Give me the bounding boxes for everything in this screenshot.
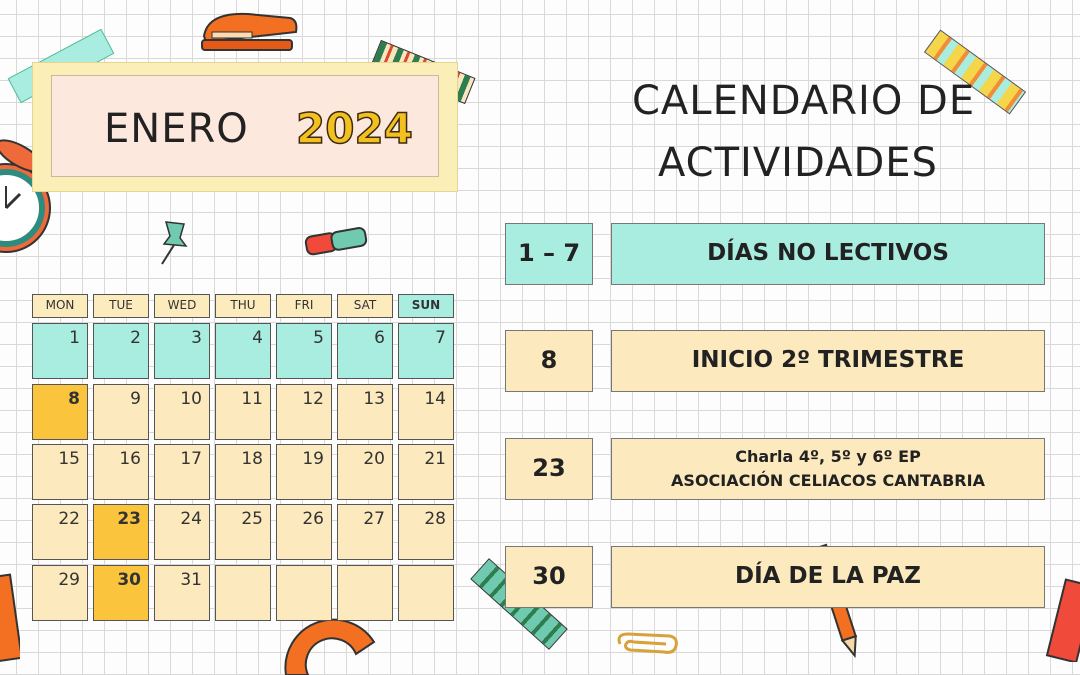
calendar-day: 25 [215, 504, 271, 560]
event-date: 23 [505, 438, 593, 500]
calendar-day: 20 [337, 444, 393, 500]
weekday-header: SUN [398, 294, 454, 318]
event-label-line-2: ASOCIACIÓN CELIACOS CANTABRIA [671, 471, 985, 490]
stapler-icon [198, 6, 302, 54]
calendar-day: 3 [154, 323, 210, 379]
calendar-day: 23 [93, 504, 149, 560]
calendar-day: 31 [154, 565, 210, 621]
notebook-icon [1042, 572, 1080, 662]
event-date: 30 [505, 546, 593, 608]
calendar-day: 22 [32, 504, 88, 560]
weekday-header: FRI [276, 294, 332, 318]
event-label [611, 438, 1045, 500]
calendar-day: 14 [398, 384, 454, 440]
eraser-icon [302, 224, 372, 258]
calendar-day: 9 [93, 384, 149, 440]
paperclip-icon [612, 626, 682, 660]
calendar-day: 26 [276, 504, 332, 560]
weekday-header: TUE [93, 294, 149, 318]
month-label: ENERO [104, 106, 249, 152]
calendar-day: 18 [215, 444, 271, 500]
calendar-day: 7 [398, 323, 454, 379]
calendar-day-empty [276, 565, 332, 621]
event-label-line-1: Charla 4º, 5º y 6º EP [735, 447, 921, 466]
weekday-header: MON [32, 294, 88, 318]
calendar-day: 29 [32, 565, 88, 621]
title-plaque [51, 75, 439, 177]
calendar-day: 19 [276, 444, 332, 500]
event-date: 8 [505, 330, 593, 392]
event-label: DÍA DE LA PAZ [611, 546, 1045, 608]
calendar-day: 4 [215, 323, 271, 379]
calendar-day: 28 [398, 504, 454, 560]
calendar-day: 15 [32, 444, 88, 500]
calendar-day: 12 [276, 384, 332, 440]
calendar-day: 24 [154, 504, 210, 560]
event-label: DÍAS NO LECTIVOS [611, 223, 1045, 285]
weekday-header: WED [154, 294, 210, 318]
calendar-day-empty [337, 565, 393, 621]
calendar-day-empty [398, 565, 454, 621]
calendar-day: 2 [93, 323, 149, 379]
pushpin-icon [156, 218, 192, 268]
title-card [32, 62, 458, 192]
calendar-day: 13 [337, 384, 393, 440]
calendar-day: 27 [337, 504, 393, 560]
calendar-day: 10 [154, 384, 210, 440]
event-date: 1 – 7 [505, 223, 593, 285]
heading-line-1: CALENDARIO DE [632, 78, 976, 124]
calendar-day: 6 [337, 323, 393, 379]
weekday-header: THU [215, 294, 271, 318]
year-label: 2024 [296, 104, 413, 153]
heading-line-2: ACTIVIDADES [658, 140, 938, 186]
calendar-day: 8 [32, 384, 88, 440]
notebook-icon [0, 572, 20, 664]
calendar-day: 1 [32, 323, 88, 379]
calendar-day: 17 [154, 444, 210, 500]
calendar-day: 5 [276, 323, 332, 379]
event-label: INICIO 2º TRIMESTRE [611, 330, 1045, 392]
calendar-day: 21 [398, 444, 454, 500]
calendar-day-empty [215, 565, 271, 621]
calendar-day: 11 [215, 384, 271, 440]
calendar-day: 30 [93, 565, 149, 621]
calendar-day: 16 [93, 444, 149, 500]
weekday-header: SAT [337, 294, 393, 318]
